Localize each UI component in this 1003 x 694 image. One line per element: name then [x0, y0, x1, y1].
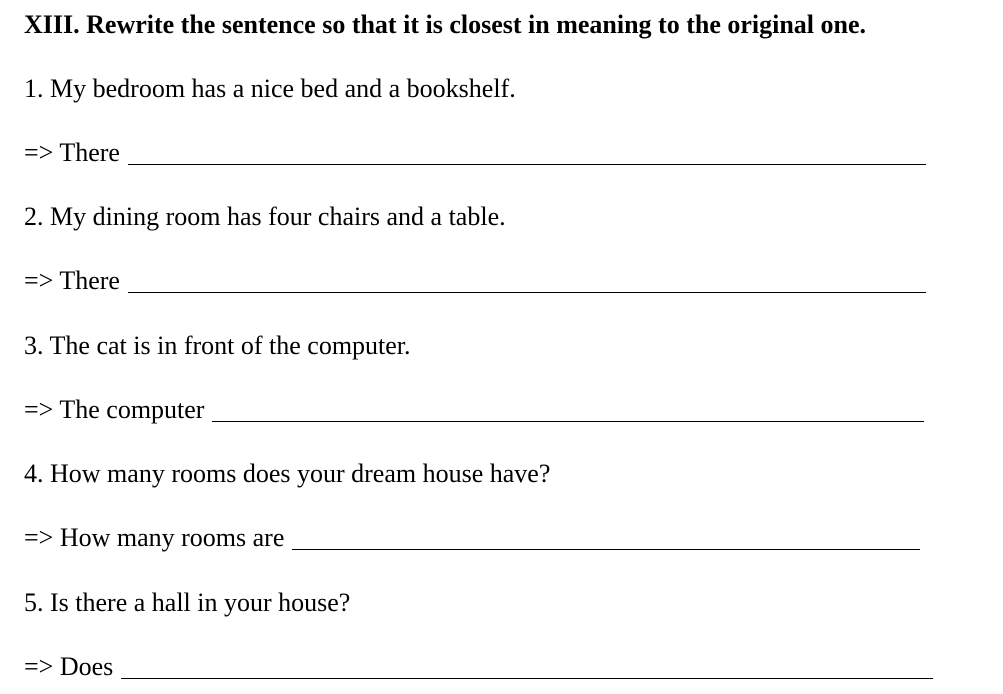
answer-row-5	[24, 652, 933, 682]
question-1: 1. My bedroom has a nice bed and a bookshelf.	[24, 74, 516, 103]
answer-prompt-3: => The computer	[24, 395, 205, 424]
question-2: 2. My dining room has four chairs and a table.	[24, 202, 506, 231]
answer-prompt-4: => How many rooms are	[24, 523, 285, 552]
answer-row-4	[24, 523, 920, 553]
question-4: 4. How many rooms does your dream house have?	[24, 459, 551, 488]
answer-blank-5[interactable]	[121, 677, 933, 679]
question-3: 3. The cat is in front of the computer.	[24, 331, 411, 360]
answer-row-2	[24, 266, 926, 296]
answer-blank-3[interactable]	[212, 420, 924, 422]
exercise-heading: XIII. Rewrite the sentence so that it is closest in meaning to the original one.	[24, 10, 867, 39]
answer-blank-1[interactable]	[128, 163, 926, 165]
answer-blank-2[interactable]	[128, 291, 926, 293]
answer-prompt-5: => Does	[24, 652, 114, 681]
answer-row-1	[24, 138, 926, 168]
answer-blank-4[interactable]	[292, 548, 920, 550]
question-5: 5. Is there a hall in your house?	[24, 588, 351, 617]
answer-prompt-1: => There	[24, 138, 120, 167]
answer-row-3	[24, 395, 924, 425]
answer-prompt-2: => There	[24, 266, 120, 295]
